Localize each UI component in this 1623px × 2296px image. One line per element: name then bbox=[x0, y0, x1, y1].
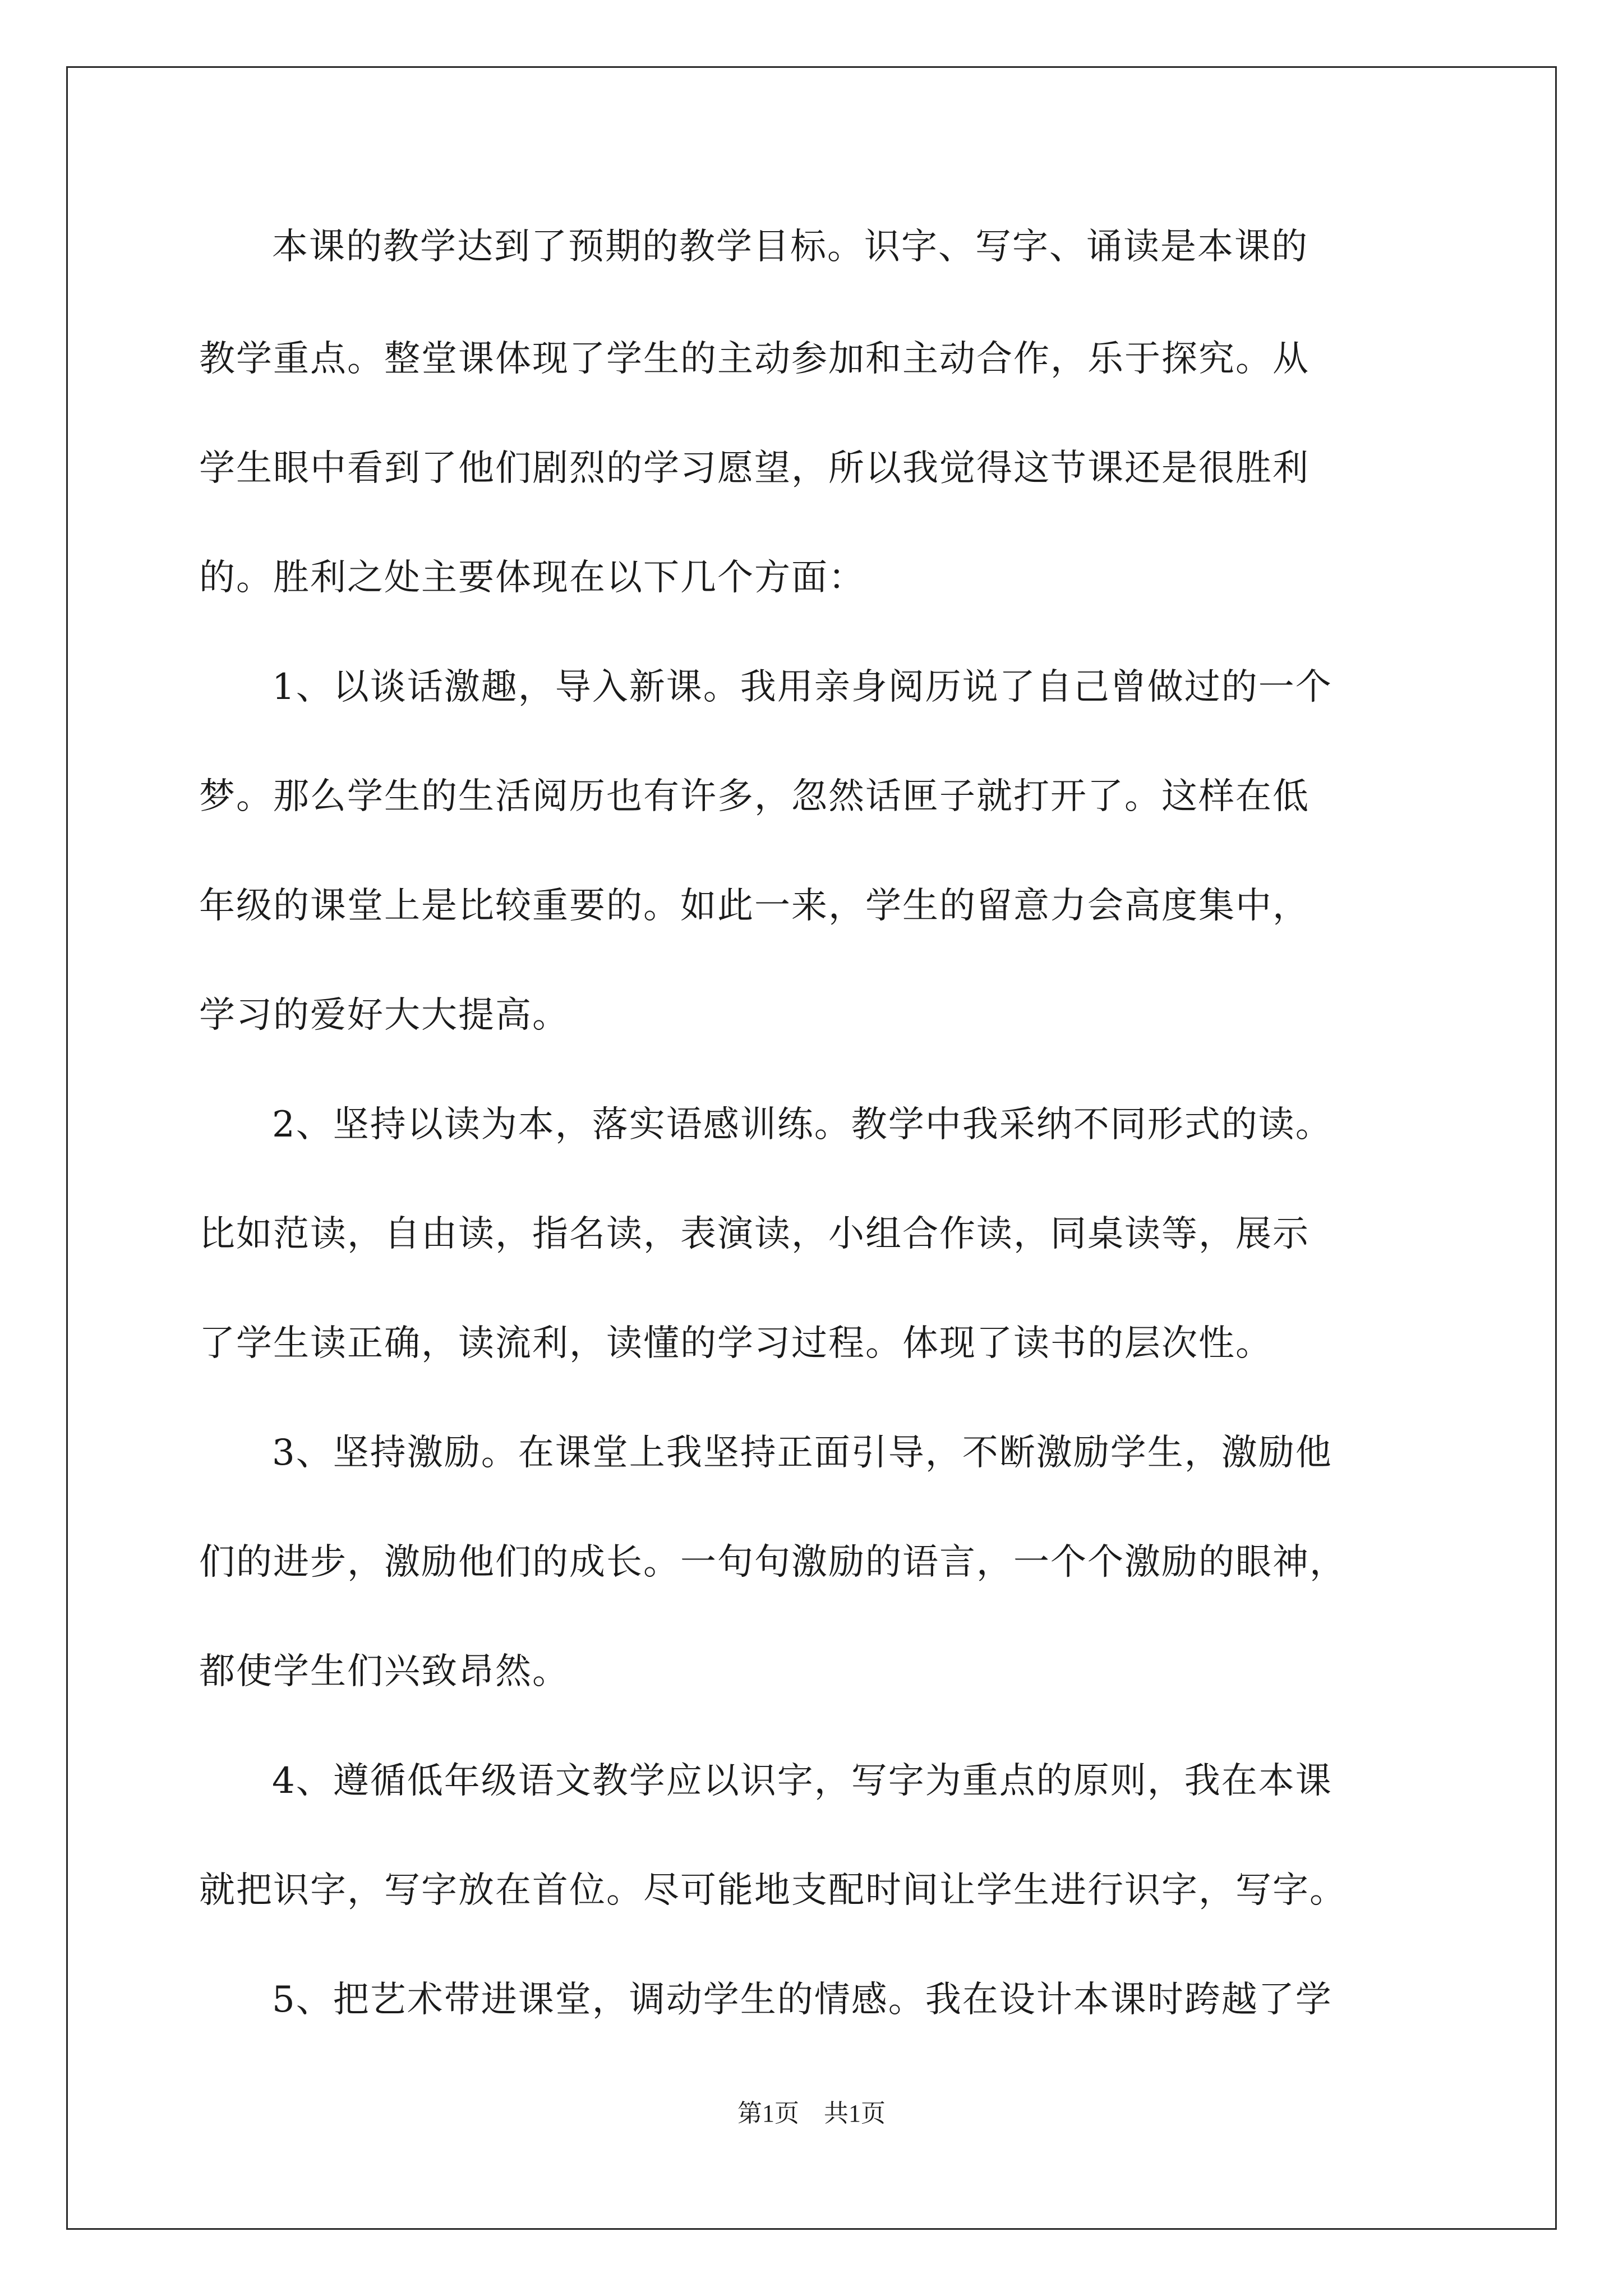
paragraph-line: 学习的爱好大大提高。 bbox=[199, 995, 569, 1036]
paragraph-line: 们的进步，激励他们的成长。一句句激励的语言，一个个激励的眼神， bbox=[199, 1542, 1347, 1583]
paragraph-line: 了学生读正确，读流利，读懂的学习过程。体现了读书的层次性。 bbox=[199, 1323, 1272, 1364]
paragraph-line: 本课的教学达到了预期的教学目标。识字、写字、诵读是本课的 bbox=[272, 226, 1308, 268]
page-footer bbox=[0, 2098, 1623, 2129]
page-total: 共1页 bbox=[824, 2100, 886, 2127]
paragraph-line: 教学重点。整堂课体现了学生的主动参加和主动合作，乐于探究。从 bbox=[199, 338, 1310, 380]
paragraph-line: 4、遵循低年级语文教学应以识字，写字为重点的原则，我在本课 bbox=[272, 1760, 1332, 1802]
paragraph-line: 3、坚持激励。在课堂上我坚持正面引导，不断激励学生，激励他 bbox=[272, 1432, 1332, 1474]
paragraph-line: 比如范读，自由读，指名读，表演读，小组合作读，同桌读等，展示 bbox=[199, 1213, 1310, 1255]
paragraph-line: 2、坚持以读为本，落实语感训练。教学中我采纳不同形式的读。 bbox=[272, 1104, 1332, 1145]
paragraph-line: 5、把艺术带进课堂，调动学生的情感。我在设计本课时跨越了学 bbox=[272, 1979, 1332, 2021]
page-number: 第1页 bbox=[737, 2100, 799, 2127]
paragraph-line: 1、以谈话激趣，导入新课。我用亲身阅历说了自己曾做过的一个 bbox=[272, 666, 1332, 708]
paragraph-line: 梦。那么学生的生活阅历也有许多，忽然话匣子就打开了。这样在低 bbox=[199, 776, 1310, 817]
paragraph-line: 都使学生们兴致昂然。 bbox=[199, 1651, 569, 1692]
paragraph-line: 学生眼中看到了他们剧烈的学习愿望，所以我觉得这节课还是很胜利 bbox=[199, 448, 1310, 489]
paragraph-line: 就把识字，写字放在首位。尽可能地支配时间让学生进行识字，写字。 bbox=[199, 1870, 1347, 1911]
paragraph-line: 的。胜利之处主要体现在以下几个方面： bbox=[199, 557, 865, 599]
paragraph-line: 年级的课堂上是比较重要的。如此一来，学生的留意力会高度集中， bbox=[199, 885, 1310, 927]
